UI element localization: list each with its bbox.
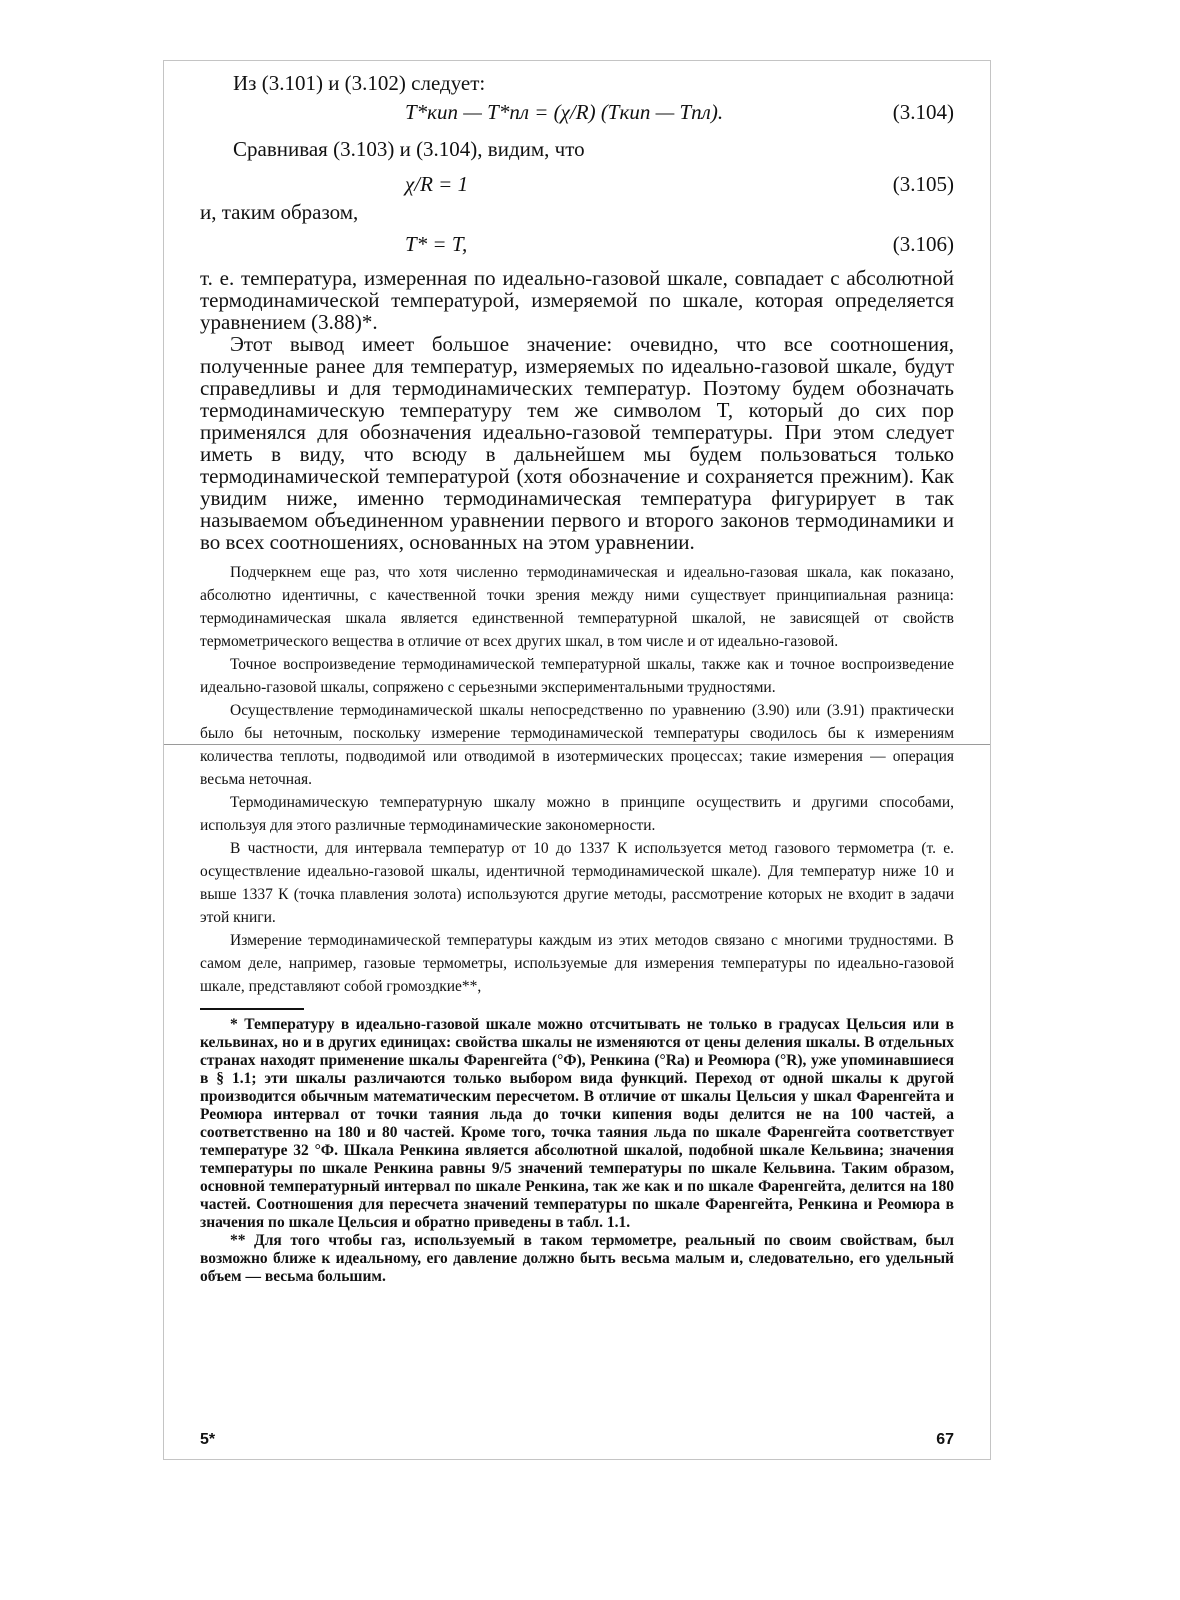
paragraph-conclusion: т. е. температура, измеренная по идеально-газовой шкале, совпадает с абсолютной термодинамической температурой, измеряемой по шкале, которая определяется уравнением (3.88)*. <box>200 266 954 334</box>
footnote-2: ** Для того чтобы газ, используемый в таком термометре, реальный по своим свойствам, был возможно ближе к идеальному, его давление должно быть весьма малым и, следовательно, его удельный объем — весьма большим. <box>200 1232 954 1285</box>
equation-number: (3.106) <box>892 232 954 256</box>
scan-fold-line <box>164 744 990 745</box>
page-number: 67 <box>936 1431 954 1448</box>
equation-expression: χ/R = 1 <box>405 172 469 196</box>
paragraph-small-5: В частности, для интервала температур от 10 до 1337 К используется метод газового термометра (т. е. осуществление идеально-газовой шкалы, идентичной термодинамической шкале). Для температур ниже 10 и выше 1337 К (точка плавления золота) используются другие методы, рассмотрение которых не входит в задачи этой книги. <box>200 840 954 926</box>
paragraph-small-2: Точное воспроизведение термодинамической температурной шкалы, также как и точное воспроизведение идеально-газовой шкалы, сопряжено с серьезными экспериментальными трудностями. <box>200 656 954 696</box>
paragraph-small-4: Термодинамическую температурную шкалу можно в принципе осуществить и другими способами, используя для этого различные термодинамические закономерности. <box>200 794 954 834</box>
footnote-1: * Температуру в идеально-газовой шкале можно отсчитывать не только в градусах Цельсия или в кельвинах, но и в других единицах: свойства шкалы не изменяются от цены деления шкалы. В отдельных странах находят применение шкалы Фаренгейта (°Ф), Ренкина (°Ra) и Реомюра (°R), уже упоминавшиеся в § 1.1; эти шкалы различаются только выбором вида функций. Переход от одной шкалы к другой производится обычным математическим пересчетом. В отличие от шкалы Цельсия у шкал Фаренгейта и Реомюра интервал от точки таяния льда до точки кипения воды делится не на 100 частей, а соответственно на 180 и 80 частей. Кроме того, точка таяния льда по шкале Фаренгейта соответствует температуре 32 °Ф. Шкала Ренкина является абсолютной шкалой, подобной шкале Кельвина; значения температуры по шкале Ренкина равны 9/5 значений температуры по шкале Кельвина. Таким образом, основной температурный интервал по шкале Ренкина, так же как и по шкале Фаренгейта, делится на 180 частей. Соотношения для пересчета значений температуры по шкале Фаренгейта, Ренкина и Реомюра в значения по шкале Цельсия и обратно приведены в табл. 1.1. <box>200 1016 954 1231</box>
equation-number: (3.104) <box>892 100 954 124</box>
page-footer <box>200 1431 954 1449</box>
equation-3-104 <box>200 97 954 127</box>
book-page <box>163 60 991 1460</box>
intro-line-1: Из (3.101) и (3.102) следует: <box>233 71 486 95</box>
footnote-divider <box>200 1008 304 1010</box>
equation-expression: T*кип — T*пл = (χ/R) (Tкип — Tпл). <box>405 100 724 124</box>
equation-number: (3.105) <box>892 172 954 196</box>
equation-3-106 <box>200 229 954 259</box>
paragraph-small-1: Подчеркнем еще раз, что хотя численно термодинамическая и идеально-газовая шкала, как показано, абсолютно идентичны, с качественной точки зрения между ними существует принципиальная разница: термодинамическая шкала является единственной температурной шкалой, не зависящей от свойств термометрического вещества в отличие от всех других шкал, в том числе и от идеально-газовой. <box>200 564 954 650</box>
intro-line-2: Сравнивая (3.103) и (3.104), видим, что <box>233 137 585 161</box>
signature-mark: 5* <box>200 1431 216 1448</box>
paragraph-small-6: Измерение термодинамической температуры каждым из этих методов связано с многими трудностями. В самом деле, например, газовые термометры, используемые для измерения температуры по идеально-газовой шкале, представляют собой громоздкие**, <box>200 932 954 995</box>
intro-line-3: и, таким образом, <box>200 200 359 224</box>
paragraph-small-3: Осуществление термодинамической шкалы непосредственно по уравнению (3.90) или (3.91) практически было бы неточным, поскольку измерение термодинамической температуры сводилось бы к измерениям количества теплоты, подводимой или отводимой в изотермических процессах; такие измерения — операция весьма неточная. <box>200 702 954 788</box>
equation-3-105 <box>200 169 954 199</box>
page-content <box>200 69 954 1286</box>
equation-expression: T* = T, <box>405 232 468 256</box>
paragraph-significance: Этот вывод имеет большое значение: очевидно, что все соотношения, полученные ранее для температур, измеряемых по идеально-газовой шкале, будут справедливы и для термодинамических температур. Поэтому будем обозначать термодинамическую температуру тем же символом T, который до сих пор применялся для обозначения идеально-газовой температуры. При этом следует иметь в виду, что всюду в дальнейшем мы будем пользоваться только термодинамической температурой (хотя обозначение и сохраняется прежним). Как увидим ниже, именно термодинамическая температура фигурирует в так называемом объединенном уравнении первого и второго законов термодинамики и во всех соотношениях, основанных на этом уравнении. <box>200 332 954 554</box>
